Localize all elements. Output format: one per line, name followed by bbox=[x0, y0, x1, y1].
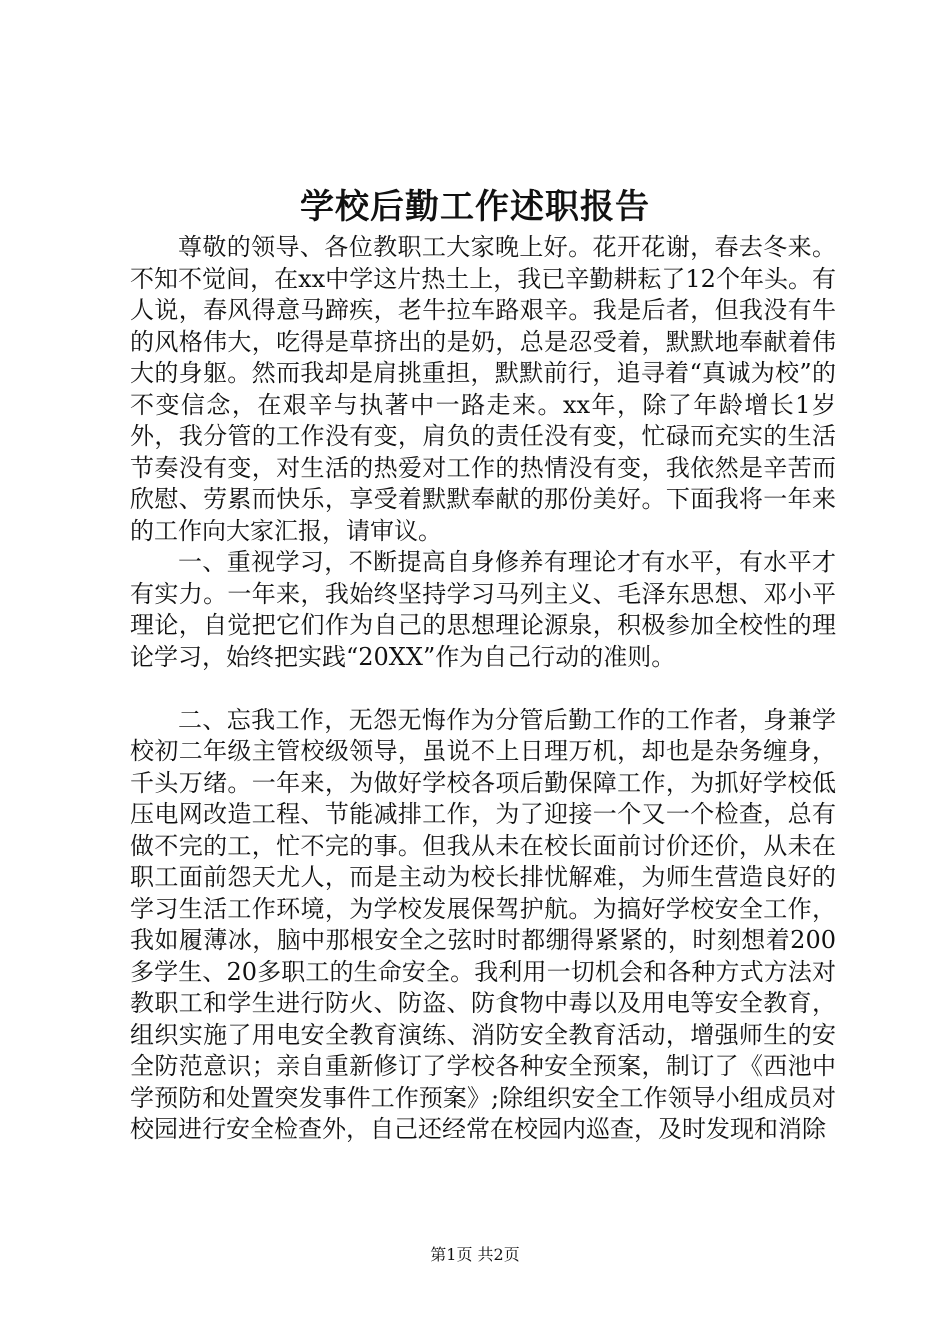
document-body bbox=[130, 232, 836, 1146]
paragraph-intro: 尊敬的领导、各位教职工大家晚上好。花开花谢，春去冬来。不知不觉间，在xx中学这片热土上，我已辛勤耕耘了12个年头。有人说，春风得意马蹄疾，老牛拉车路艰辛。我是后者，但我没有牛的风格伟大，吃得是草挤出的是奶，总是忍受着，默默地奉献着伟大的身躯。然而我却是肩挑重担，默默前行，追寻着“真诚为校”的不变信念，在艰辛与执著中一路走来。xx年，除了年龄增长1岁外，我分管的工作没有变，肩负的责任没有变，忙碌而充实的生活节奏没有变，对生活的热爱对工作的热情没有变，我依然是辛苦而欣慰、劳累而快乐，享受着默默奉献的那份美好。下面我将一年来的工作向大家汇报，请审议。 bbox=[130, 233, 836, 545]
page-number-footer: 第1页 共2页 bbox=[430, 1245, 520, 1264]
paragraph-section-two: 二、忘我工作，无怨无悔作为分管后勤工作的工作者，身兼学校初二年级主管校级领导，虽说不上日理万机，却也是杂务缠身，千头万绪。一年来，为做好学校各项后勤保障工作，为抓好学校低压电网改造工程、节能减排工作，为了迎接一个又一个检查，总有做不完的工，忙不完的事。但我从未在校长面前讨价还价，从未在职工面前怨天尤人，而是主动为校长排忧解难，为师生营造良好的学习生活工作环境，为学校发展保驾护航。为搞好学校安全工作，我如履薄冰，脑中那根安全之弦时时都绷得紧紧的，时刻想着200多学生、20多职工的生命安全。我利用一切机会和各种方式方法对教职工和学生进行防火、防盗、防食物中毒以及用电等安全教育，组织实施了用电安全教育演练、消防安全教育活动，增强师生的安全防范意识；亲自重新修订了学校各种安全预案，制订了《西池中学预防和处置突发事件工作预案》;除组织安全工作领导小组成员对校园进行安全检查外，自己还经常在校园内巡查，及时发现和消除 bbox=[130, 705, 836, 1143]
document-title: 学校后勤工作述职报告 bbox=[300, 187, 650, 227]
paragraph-section-one: 一、重视学习，不断提高自身修养有理论才有水平，有水平才有实力。一年来，我始终坚持学习马列主义、毛泽东思想、邓小平理论，自觉把它们作为自己的思想理论源泉，积极参加全校性的理论学习，始终把实践“20XX”作为自己行动的准则。 bbox=[130, 548, 836, 671]
